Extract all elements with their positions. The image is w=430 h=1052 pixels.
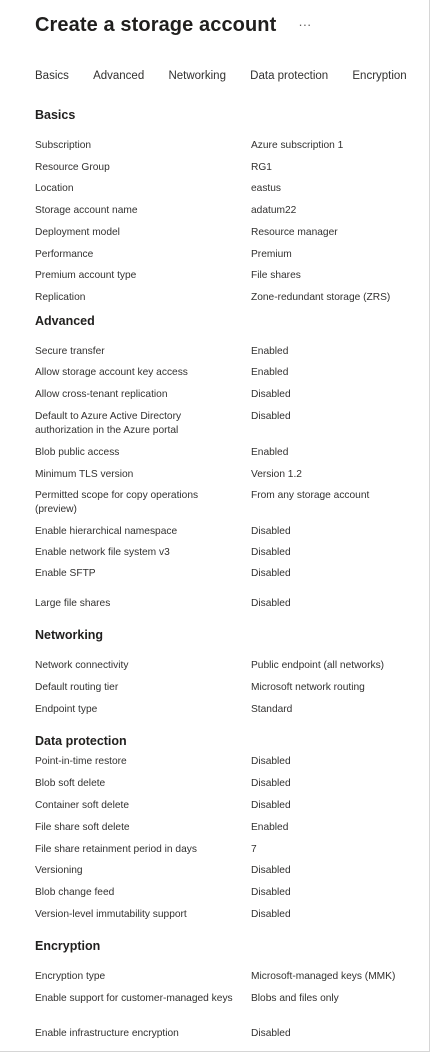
- row-label: Premium account type: [35, 270, 137, 281]
- row-value: Resource manager: [251, 227, 338, 238]
- tab-encryption[interactable]: Encryption: [352, 70, 407, 82]
- row-label: Allow storage account key access: [35, 367, 188, 378]
- row-label: Container soft delete: [35, 800, 130, 811]
- row-label: Enable network file system v3: [35, 547, 170, 558]
- row-label: Enable hierarchical namespace: [35, 526, 178, 537]
- section-title-data-protection: Data protection: [35, 734, 127, 748]
- tab-data-protection[interactable]: Data protection: [250, 70, 329, 82]
- row-label: Large file shares: [35, 598, 111, 609]
- row-value: Disabled: [251, 411, 291, 422]
- row-value: Azure subscription 1: [251, 140, 344, 151]
- row-value: Disabled: [251, 568, 291, 579]
- row-label: Permitted scope for copy operations (preview): [35, 490, 199, 515]
- title-row: [35, 14, 311, 37]
- row-label: Performance: [35, 249, 94, 260]
- row-label: Default routing tier: [35, 682, 119, 693]
- row-label: Network connectivity: [35, 660, 129, 671]
- section-title-encryption: Encryption: [35, 939, 101, 953]
- row-label: Minimum TLS version: [35, 469, 134, 480]
- row-value: Disabled: [251, 389, 291, 400]
- row-value: adatum22: [251, 205, 297, 216]
- row-value: Premium: [251, 249, 292, 260]
- row-value: Disabled: [251, 756, 291, 767]
- row-label: Location: [35, 183, 74, 194]
- row-label: Versioning: [35, 865, 83, 876]
- row-label: Subscription: [35, 140, 92, 151]
- row-value: From any storage account: [251, 490, 370, 501]
- tab-bar: [35, 70, 430, 82]
- row-value: Enabled: [251, 822, 289, 833]
- row-value: Disabled: [251, 909, 291, 920]
- row-value: Disabled: [251, 865, 291, 876]
- row-value: Enabled: [251, 367, 289, 378]
- row-value: RG1: [251, 162, 272, 173]
- tab-networking[interactable]: Networking: [168, 70, 226, 82]
- row-label: Replication: [35, 292, 86, 303]
- row-label: Encryption type: [35, 971, 106, 982]
- row-label: Blob public access: [35, 447, 120, 458]
- row-label: Deployment model: [35, 227, 120, 238]
- row-value: Disabled: [251, 887, 291, 898]
- row-value: Disabled: [251, 598, 291, 609]
- row-label: File share soft delete: [35, 822, 130, 833]
- row-value: Enabled: [251, 346, 289, 357]
- page-title: Create a storage account: [35, 14, 277, 36]
- row-label: Storage account name: [35, 205, 138, 216]
- section-title-basics: Basics: [35, 108, 76, 122]
- row-value: Standard: [251, 704, 293, 715]
- row-label: Version-level immutability support: [35, 909, 187, 920]
- row-label: Point-in-time restore: [35, 756, 127, 767]
- section-title-advanced: Advanced: [35, 314, 95, 328]
- row-value: Enabled: [251, 447, 289, 458]
- row-value: Public endpoint (all networks): [251, 660, 385, 671]
- row-label: Resource Group: [35, 162, 110, 173]
- row-value: eastus: [251, 183, 282, 194]
- row-value: Disabled: [251, 1028, 291, 1039]
- row-value: Zone-redundant storage (ZRS): [251, 292, 391, 303]
- row-value: Blobs and files only: [251, 993, 339, 1004]
- row-label: Enable infrastructure encryption: [35, 1028, 179, 1039]
- row-value: File shares: [251, 270, 301, 281]
- row-value: Disabled: [251, 778, 291, 789]
- row-value: Disabled: [251, 800, 291, 811]
- row-value: Microsoft-managed keys (MMK): [251, 971, 396, 982]
- row-value: Disabled: [251, 526, 291, 537]
- tab-basics[interactable]: Basics: [35, 70, 69, 82]
- row-label: Allow cross-tenant replication: [35, 389, 168, 400]
- row-label: Enable support for customer-managed keys: [35, 993, 233, 1004]
- row-label: Enable SFTP: [35, 568, 96, 579]
- row-label: Secure transfer: [35, 346, 105, 357]
- more-options-icon[interactable]: ···: [298, 17, 312, 32]
- row-label: Blob change feed: [35, 887, 115, 898]
- section-title-networking: Networking: [35, 628, 104, 642]
- row-value: 7: [251, 844, 257, 855]
- row-value: Microsoft network routing: [251, 682, 365, 693]
- row-label: Endpoint type: [35, 704, 98, 715]
- row-value: Version 1.2: [251, 469, 302, 480]
- tab-advanced[interactable]: Advanced: [93, 70, 145, 82]
- row-label: File share retainment period in days: [35, 844, 197, 855]
- row-value: Disabled: [251, 547, 291, 558]
- row-label: Default to Azure Active Directory authorization in the Azure portal: [35, 411, 182, 436]
- row-label: Blob soft delete: [35, 778, 106, 789]
